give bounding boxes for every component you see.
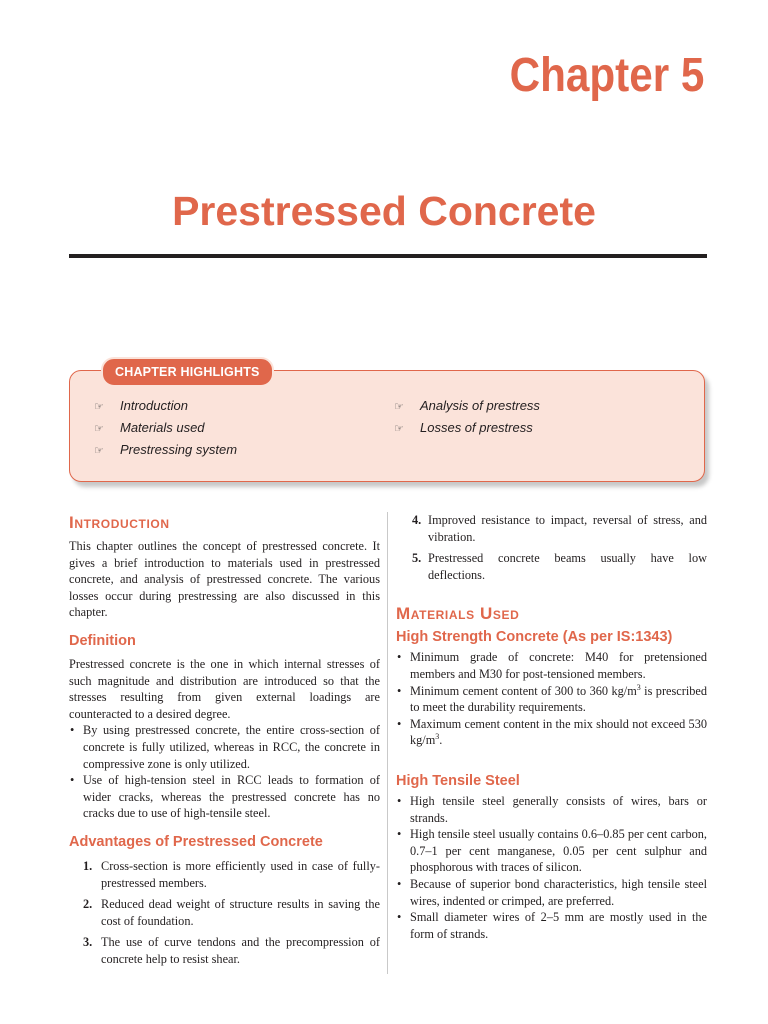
item-text: Reduced dead weight of structure results in saving the cost of foundation. [101,897,380,928]
highlight-label: Introduction [120,398,188,413]
pointing-hand-icon: ☞ [94,445,104,457]
item-text: Minimum cement content of 300 to 360 kg/m [410,683,637,698]
advantages-list-continued [396,512,707,583]
highlight-label: Materials used [120,420,205,435]
chapter-highlights-tab: CHAPTER HIGHLIGHTS [101,357,274,387]
superscript: 3 [636,682,641,692]
column-divider [387,512,388,974]
item-number: 4. [412,513,422,527]
list-item [396,550,707,583]
superscript: 3 [435,732,440,742]
list-item [69,858,380,891]
item-text: The use of curve tendons and the precompression of concrete help to resist shear. [101,935,380,966]
item-text: Cross-section is more efficiently used in case of fully-prestressed members. [101,858,380,890]
highlight-item [94,395,237,417]
pointing-hand-icon: ☞ [94,401,104,413]
advantages-heading: Advantages of Prestressed Concrete [69,833,323,850]
list-item [396,683,707,716]
list-item: • Because of superior bond characteristics, high tensile steel wires, indented or crimped, are preferred. [396,876,707,909]
definition-text: Prestressed concrete is the one in which internal stresses of such magnitude and distribution are introduced so that the stresses resulting from given external loadings are counteracted to a desired degree. [69,656,380,721]
list-item: • High tensile steel usually contains 0.6–0.85 per cent carbon, 0.7–1 per cent manganese, 0.05 per cent sulphur and phosphorous with traces of silicon. [396,826,707,876]
list-item: • Small diameter wires of 2–5 mm are mostly used in the form of strands. [396,909,707,942]
advantages-list [69,858,380,968]
highlights-right-column [394,395,540,439]
highlight-item [94,439,237,461]
highlight-label: Analysis of prestress [420,398,540,413]
highlight-item [394,417,540,439]
list-item [69,896,380,929]
item-number: 2. [83,897,93,912]
highlight-label: Losses of prestress [420,420,533,435]
list-item [396,512,707,545]
list-item [396,716,707,749]
list-item: • Use of high-tension steel in RCC leads to formation of wider cracks, whereas the prestressed concrete has no cracks due to use of high-tensile steel. [69,772,380,822]
definition-heading: Definition [69,632,136,649]
list-item [69,934,380,967]
item-text: . [439,733,443,748]
introduction-heading: Introduction [69,513,170,532]
right-column [396,512,707,942]
pointing-hand-icon: ☞ [394,401,404,413]
pointing-hand-icon: ☞ [94,423,104,435]
introduction-text: This chapter outlines the concept of prestressed concrete. It gives a brief introduction to materials used in prestressed concrete, and analysis of prestressed concrete. The various losses occur during prestressing are also discussed in this chapter. [69,539,380,620]
list-item: • Minimum grade of concrete: M40 for pretensioned members and M30 for post-tensioned members. [396,649,707,682]
chapter-label: Chapter 5 [509,49,704,102]
item-text: Prestressed concrete beams usually have low deflections. [428,551,707,582]
list-item: • High tensile steel generally consists of wires, bars or strands. [396,793,707,826]
item-text: is prescribed to meet the durability requirements. [410,683,708,715]
steel-heading: High Tensile Steel [396,772,520,789]
pointing-hand-icon: ☞ [394,423,404,435]
highlight-item [94,417,237,439]
item-number: 3. [83,935,93,950]
steel-bullets [396,793,707,942]
highlight-item [394,395,540,417]
list-item: • By using prestressed concrete, the entire cross-section of concrete is fully utilized, whereas in RCC, the concrete in compressive zone is only utilized. [69,722,380,772]
highlight-label: Prestressing system [120,442,238,457]
materials-heading: Materials Used [396,604,520,624]
title-rule [69,254,707,258]
concrete-bullets [396,649,707,749]
left-column [69,512,380,972]
item-text: Maximum cement content in the mix should not exceed 530 kg/m [410,716,707,748]
concrete-heading: High Strength Concrete (As per IS:1343) [396,629,673,646]
item-text: Improved resistance to impact, reversal of stress, and vibration. [428,513,707,544]
chapter-title: Prestressed Concrete [172,188,596,234]
item-number: 1. [83,858,93,873]
item-number: 5. [412,551,422,566]
definition-bullets [69,722,380,822]
highlights-left-column [94,395,237,461]
